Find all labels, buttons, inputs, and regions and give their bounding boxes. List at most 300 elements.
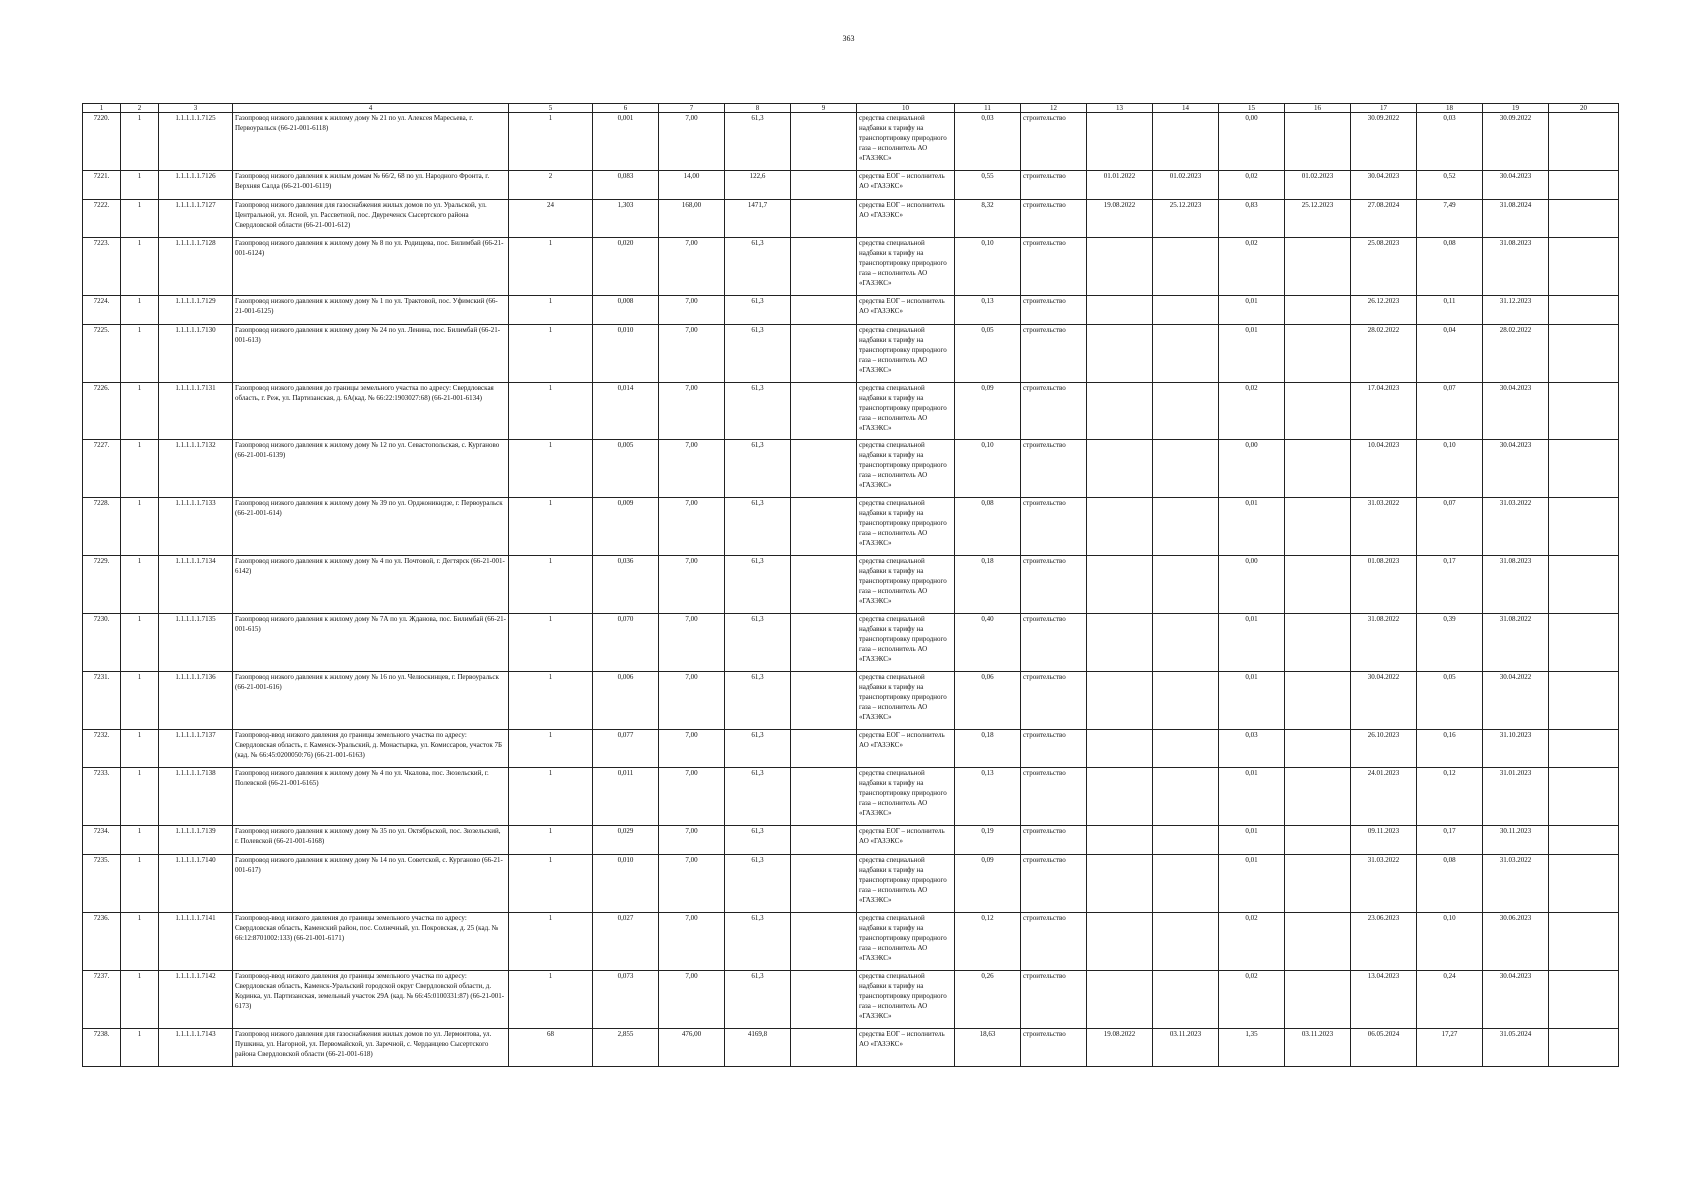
table-row (83, 614, 1619, 672)
cell-n: 7231. (83, 672, 121, 730)
cell-c8: 61,3 (725, 556, 791, 614)
cell-src: средства специальной надбавки к тарифу на транспортировку природного газа – исполнитель АО «ГАЗЭКС» (857, 556, 955, 614)
cell-c17: 24.01.2023 (1351, 768, 1417, 826)
cell-code: 1.1.1.1.1.7129 (159, 296, 233, 325)
cell-c13 (1087, 498, 1153, 556)
cell-src: средства ЕОГ – исполнитель АО «ГАЗЭКС» (857, 1029, 955, 1067)
cell-type: строительство (1021, 855, 1087, 913)
cell-c18: 0,11 (1417, 296, 1483, 325)
cell-c9 (791, 440, 857, 498)
cell-c20 (1549, 672, 1619, 730)
cell-c8: 61,3 (725, 325, 791, 383)
cell-c6: 0,020 (593, 238, 659, 296)
cell-n: 7235. (83, 855, 121, 913)
cell-c13 (1087, 971, 1153, 1029)
cell-n: 7222. (83, 200, 121, 238)
cell-c7: 7,00 (659, 296, 725, 325)
cell-c18: 0,24 (1417, 971, 1483, 1029)
cell-name: Газопровод низкого давления до границы земельного участка по адресу: Свердловская область, г. Реж, ул. Партизанская, д. 6А(кад. № 66:22:1903027:68) (66-21-001-6134) (233, 383, 509, 440)
cell-c16 (1285, 498, 1351, 556)
page-number: 363 (842, 34, 855, 43)
cell-c5: 1 (509, 768, 593, 826)
cell-c11: 0,13 (955, 296, 1021, 325)
cell-c8: 61,3 (725, 768, 791, 826)
cell-type: строительство (1021, 971, 1087, 1029)
cell-c5: 1 (509, 325, 593, 383)
cell-c6: 0,010 (593, 325, 659, 383)
cell-name: Газопровод низкого давления к жилому дому № 24 по ул. Ленина, пос. Билимбай (66-21-001-613) (233, 325, 509, 383)
table-row (83, 913, 1619, 971)
cell-c13: 19.08.2022 (1087, 1029, 1153, 1067)
cell-c2: 1 (121, 238, 159, 296)
cell-name: Газопровод низкого давления к жилому дому № 8 по ул. Родищева, пос. Билимбай (66-21-001-6124) (233, 238, 509, 296)
table-row (83, 171, 1619, 200)
column-header-20: 20 (1549, 104, 1619, 113)
cell-c15: 1,35 (1219, 1029, 1285, 1067)
cell-src: средства специальной надбавки к тарифу на транспортировку природного газа – исполнитель АО «ГАЗЭКС» (857, 672, 955, 730)
cell-code: 1.1.1.1.1.7138 (159, 768, 233, 826)
cell-c2: 1 (121, 440, 159, 498)
cell-c20 (1549, 238, 1619, 296)
cell-code: 1.1.1.1.1.7136 (159, 672, 233, 730)
cell-c14 (1153, 383, 1219, 440)
cell-c7: 7,00 (659, 855, 725, 913)
cell-n: 7237. (83, 971, 121, 1029)
cell-code: 1.1.1.1.1.7143 (159, 1029, 233, 1067)
cell-c7: 7,00 (659, 113, 725, 171)
cell-c8: 61,3 (725, 383, 791, 440)
cell-c9 (791, 556, 857, 614)
cell-c11: 0,18 (955, 730, 1021, 768)
cell-c15: 0,00 (1219, 556, 1285, 614)
cell-code: 1.1.1.1.1.7135 (159, 614, 233, 672)
cell-src: средства специальной надбавки к тарифу на транспортировку природного газа – исполнитель АО «ГАЗЭКС» (857, 855, 955, 913)
cell-c11: 0,08 (955, 498, 1021, 556)
table-row (83, 113, 1619, 171)
cell-src: средства ЕОГ – исполнитель АО «ГАЗЭКС» (857, 296, 955, 325)
cell-c6: 0,083 (593, 171, 659, 200)
cell-src: средства специальной надбавки к тарифу на транспортировку природного газа – исполнитель АО «ГАЗЭКС» (857, 971, 955, 1029)
cell-c20 (1549, 325, 1619, 383)
column-header-17: 17 (1351, 104, 1417, 113)
table-row (83, 971, 1619, 1029)
cell-c11: 0,06 (955, 672, 1021, 730)
table-row (83, 325, 1619, 383)
cell-c2: 1 (121, 1029, 159, 1067)
table-row (83, 768, 1619, 826)
cell-c8: 61,3 (725, 855, 791, 913)
cell-c19: 30.06.2023 (1483, 913, 1549, 971)
table-row (83, 238, 1619, 296)
cell-n: 7230. (83, 614, 121, 672)
cell-c7: 7,00 (659, 498, 725, 556)
cell-c11: 0,55 (955, 171, 1021, 200)
cell-c11: 0,09 (955, 383, 1021, 440)
cell-c2: 1 (121, 855, 159, 913)
cell-c2: 1 (121, 556, 159, 614)
cell-c19: 31.08.2024 (1483, 200, 1549, 238)
cell-c9 (791, 730, 857, 768)
cell-type: строительство (1021, 200, 1087, 238)
cell-code: 1.1.1.1.1.7127 (159, 200, 233, 238)
cell-c14 (1153, 296, 1219, 325)
cell-c13 (1087, 325, 1153, 383)
cell-c15: 0,01 (1219, 768, 1285, 826)
cell-c19: 31.03.2022 (1483, 855, 1549, 913)
cell-c11: 0,40 (955, 614, 1021, 672)
cell-src: средства специальной надбавки к тарифу на транспортировку природного газа – исполнитель АО «ГАЗЭКС» (857, 498, 955, 556)
cell-c5: 1 (509, 113, 593, 171)
cell-c20 (1549, 730, 1619, 768)
cell-c6: 0,011 (593, 768, 659, 826)
cell-src: средства специальной надбавки к тарифу на транспортировку природного газа – исполнитель АО «ГАЗЭКС» (857, 325, 955, 383)
cell-c19: 30.11.2023 (1483, 826, 1549, 855)
cell-c20 (1549, 855, 1619, 913)
cell-c18: 0,03 (1417, 113, 1483, 171)
cell-code: 1.1.1.1.1.7130 (159, 325, 233, 383)
cell-code: 1.1.1.1.1.7140 (159, 855, 233, 913)
column-header-4: 4 (233, 104, 509, 113)
cell-c15: 0,00 (1219, 113, 1285, 171)
cell-c19: 30.09.2022 (1483, 113, 1549, 171)
cell-type: строительство (1021, 238, 1087, 296)
cell-name: Газопровод низкого давления к жилому дому № 12 по ул. Севастопольская, с. Курганово (66-21-001-6139) (233, 440, 509, 498)
cell-src: средства специальной надбавки к тарифу на транспортировку природного газа – исполнитель АО «ГАЗЭКС» (857, 113, 955, 171)
cell-n: 7226. (83, 383, 121, 440)
cell-c5: 1 (509, 614, 593, 672)
cell-c15: 0,01 (1219, 855, 1285, 913)
cell-c19: 30.04.2023 (1483, 971, 1549, 1029)
cell-c8: 61,3 (725, 238, 791, 296)
cell-c14: 25.12.2023 (1153, 200, 1219, 238)
cell-c15: 0,00 (1219, 440, 1285, 498)
cell-c13 (1087, 614, 1153, 672)
cell-c6: 0,073 (593, 971, 659, 1029)
cell-c7: 7,00 (659, 768, 725, 826)
cell-c19: 31.08.2023 (1483, 238, 1549, 296)
cell-n: 7224. (83, 296, 121, 325)
cell-c20 (1549, 913, 1619, 971)
cell-c20 (1549, 556, 1619, 614)
cell-c8: 61,3 (725, 113, 791, 171)
cell-c19: 31.08.2022 (1483, 614, 1549, 672)
cell-c16 (1285, 855, 1351, 913)
cell-type: строительство (1021, 672, 1087, 730)
cell-name: Газопровод-ввод низкого давления до границы земельного участка по адресу: Свердловская область, Каменск-Уральский городской округ Свердловской области, д. Кодинка, ул. Партизанская, земельный участок 29А (кад. № 66:45:0100331:87) (66-21-001-6173) (233, 971, 509, 1029)
cell-c9 (791, 672, 857, 730)
cell-code: 1.1.1.1.1.7126 (159, 171, 233, 200)
cell-c17: 06.05.2024 (1351, 1029, 1417, 1067)
cell-n: 7234. (83, 826, 121, 855)
column-number-header-row (83, 104, 1619, 113)
cell-c9 (791, 296, 857, 325)
cell-c2: 1 (121, 200, 159, 238)
cell-c11: 0,09 (955, 855, 1021, 913)
cell-name: Газопровод низкого давления к жилому дому № 7А по ул. Жданова, пос. Билимбай (66-21-001-615) (233, 614, 509, 672)
cell-n: 7221. (83, 171, 121, 200)
cell-c17: 25.08.2023 (1351, 238, 1417, 296)
cell-c6: 1,303 (593, 200, 659, 238)
cell-c17: 30.09.2022 (1351, 113, 1417, 171)
cell-c15: 0,03 (1219, 730, 1285, 768)
cell-c6: 0,077 (593, 730, 659, 768)
cell-c20 (1549, 296, 1619, 325)
cell-name: Газопровод низкого давления к жилому дому № 39 по ул. Орджоникидзе, г. Первоуральск (66-21-001-614) (233, 498, 509, 556)
cell-c19: 30.04.2023 (1483, 383, 1549, 440)
investment-program-table (82, 103, 1619, 1067)
cell-type: строительство (1021, 498, 1087, 556)
cell-c8: 61,3 (725, 730, 791, 768)
cell-c18: 0,12 (1417, 768, 1483, 826)
cell-n: 7232. (83, 730, 121, 768)
cell-c14 (1153, 238, 1219, 296)
cell-c9 (791, 171, 857, 200)
cell-c2: 1 (121, 672, 159, 730)
column-header-3: 3 (159, 104, 233, 113)
cell-c13 (1087, 913, 1153, 971)
cell-c2: 1 (121, 113, 159, 171)
cell-c14 (1153, 614, 1219, 672)
cell-c16 (1285, 383, 1351, 440)
cell-c15: 0,02 (1219, 238, 1285, 296)
table-row (83, 826, 1619, 855)
cell-c14 (1153, 113, 1219, 171)
column-header-6: 6 (593, 104, 659, 113)
cell-c9 (791, 238, 857, 296)
table-row (83, 383, 1619, 440)
column-header-11: 11 (955, 104, 1021, 113)
cell-c5: 68 (509, 1029, 593, 1067)
cell-c6: 0,027 (593, 913, 659, 971)
cell-c17: 31.08.2022 (1351, 614, 1417, 672)
cell-c11: 0,26 (955, 971, 1021, 1029)
cell-c17: 01.08.2023 (1351, 556, 1417, 614)
cell-c9 (791, 826, 857, 855)
cell-c15: 0,01 (1219, 614, 1285, 672)
cell-n: 7225. (83, 325, 121, 383)
cell-name: Газопровод-ввод низкого давления до границы земельного участка по адресу: Свердловская область, Каменский район, пос. Солнечный, ул. Покровская, д. 25 (кад. № 66:12:8701002:133) (66-21-001-6171) (233, 913, 509, 971)
cell-c15: 0,02 (1219, 971, 1285, 1029)
cell-c18: 0,17 (1417, 556, 1483, 614)
cell-type: строительство (1021, 440, 1087, 498)
cell-type: строительство (1021, 826, 1087, 855)
cell-n: 7228. (83, 498, 121, 556)
column-header-5: 5 (509, 104, 593, 113)
cell-c15: 0,01 (1219, 498, 1285, 556)
cell-c5: 1 (509, 556, 593, 614)
cell-c13 (1087, 238, 1153, 296)
cell-c6: 0,010 (593, 855, 659, 913)
cell-c19: 31.03.2022 (1483, 498, 1549, 556)
cell-c9 (791, 325, 857, 383)
cell-c17: 27.08.2024 (1351, 200, 1417, 238)
cell-c16: 03.11.2023 (1285, 1029, 1351, 1067)
cell-c11: 0,10 (955, 238, 1021, 296)
cell-c18: 17,27 (1417, 1029, 1483, 1067)
cell-c19: 30.04.2023 (1483, 171, 1549, 200)
cell-c19: 30.04.2022 (1483, 672, 1549, 730)
cell-name: Газопровод низкого давления к жилому дому № 35 по ул. Октябрьской, пос. Зюзельский, г. Полевской (66-21-001-6168) (233, 826, 509, 855)
cell-code: 1.1.1.1.1.7141 (159, 913, 233, 971)
cell-c18: 0,08 (1417, 238, 1483, 296)
cell-src: средства ЕОГ – исполнитель АО «ГАЗЭКС» (857, 730, 955, 768)
cell-c14: 01.02.2023 (1153, 171, 1219, 200)
cell-c2: 1 (121, 730, 159, 768)
cell-c8: 61,3 (725, 913, 791, 971)
cell-c2: 1 (121, 325, 159, 383)
cell-c6: 0,008 (593, 296, 659, 325)
cell-c8: 4169,8 (725, 1029, 791, 1067)
cell-c13: 19.08.2022 (1087, 200, 1153, 238)
column-header-15: 15 (1219, 104, 1285, 113)
cell-c17: 28.02.2022 (1351, 325, 1417, 383)
cell-n: 7227. (83, 440, 121, 498)
cell-c9 (791, 614, 857, 672)
cell-c13 (1087, 768, 1153, 826)
cell-c2: 1 (121, 826, 159, 855)
cell-src: средства специальной надбавки к тарифу на транспортировку природного газа – исполнитель АО «ГАЗЭКС» (857, 614, 955, 672)
cell-c6: 0,009 (593, 498, 659, 556)
cell-c20 (1549, 113, 1619, 171)
cell-c17: 31.03.2022 (1351, 498, 1417, 556)
cell-c17: 26.12.2023 (1351, 296, 1417, 325)
cell-c9 (791, 383, 857, 440)
cell-code: 1.1.1.1.1.7133 (159, 498, 233, 556)
cell-c18: 0,07 (1417, 383, 1483, 440)
column-header-14: 14 (1153, 104, 1219, 113)
cell-type: строительство (1021, 556, 1087, 614)
table-row (83, 296, 1619, 325)
cell-c18: 0,16 (1417, 730, 1483, 768)
cell-name: Газопровод низкого давления к жилым домам № 66/2, 68 по ул. Народного Фронта, г. Верхняя Салда (66-21-001-6119) (233, 171, 509, 200)
cell-c15: 0,02 (1219, 913, 1285, 971)
cell-c7: 7,00 (659, 971, 725, 1029)
cell-type: строительство (1021, 296, 1087, 325)
cell-c15: 0,02 (1219, 383, 1285, 440)
table-row (83, 556, 1619, 614)
cell-type: строительство (1021, 383, 1087, 440)
cell-c6: 0,070 (593, 614, 659, 672)
cell-c9 (791, 1029, 857, 1067)
cell-name: Газопровод низкого давления для газоснабжения жилых домов по ул. Лермонтова, ул. Пушкина, ул. Нагорной, ул. Первомайской, ул. Заречной, с. Черданцево Сысертского района Свердловской области (66-21-001-618) (233, 1029, 509, 1067)
cell-c16 (1285, 672, 1351, 730)
cell-c8: 61,3 (725, 440, 791, 498)
cell-c13 (1087, 296, 1153, 325)
cell-src: средства специальной надбавки к тарифу на транспортировку природного газа – исполнитель АО «ГАЗЭКС» (857, 913, 955, 971)
column-header-12: 12 (1021, 104, 1087, 113)
cell-code: 1.1.1.1.1.7125 (159, 113, 233, 171)
cell-c13 (1087, 383, 1153, 440)
table-row (83, 672, 1619, 730)
cell-code: 1.1.1.1.1.7131 (159, 383, 233, 440)
column-header-10: 10 (857, 104, 955, 113)
cell-c14: 03.11.2023 (1153, 1029, 1219, 1067)
cell-c16 (1285, 971, 1351, 1029)
cell-c18: 0,17 (1417, 826, 1483, 855)
cell-c16 (1285, 325, 1351, 383)
cell-c7: 476,00 (659, 1029, 725, 1067)
cell-code: 1.1.1.1.1.7142 (159, 971, 233, 1029)
cell-c14 (1153, 855, 1219, 913)
cell-c5: 1 (509, 855, 593, 913)
cell-type: строительство (1021, 1029, 1087, 1067)
cell-c8: 1471,7 (725, 200, 791, 238)
cell-c8: 61,3 (725, 971, 791, 1029)
cell-c14 (1153, 730, 1219, 768)
cell-c14 (1153, 556, 1219, 614)
cell-c17: 31.03.2022 (1351, 855, 1417, 913)
cell-c7: 7,00 (659, 440, 725, 498)
cell-type: строительство (1021, 171, 1087, 200)
cell-c13 (1087, 113, 1153, 171)
cell-c2: 1 (121, 171, 159, 200)
cell-c7: 7,00 (659, 238, 725, 296)
cell-c2: 1 (121, 296, 159, 325)
cell-c6: 0,014 (593, 383, 659, 440)
cell-c7: 7,00 (659, 556, 725, 614)
cell-c13 (1087, 672, 1153, 730)
cell-c9 (791, 768, 857, 826)
table-row (83, 855, 1619, 913)
cell-code: 1.1.1.1.1.7132 (159, 440, 233, 498)
cell-c9 (791, 200, 857, 238)
cell-c7: 7,00 (659, 383, 725, 440)
cell-name: Газопровод-ввод низкого давления до границы земельного участка по адресу: Свердловская область, г. Каменск-Уральский, д. Монастырка, ул. Комиссаров, участок 7Б (кад. № 66:45:0200050:76) (66-21-001-6163) (233, 730, 509, 768)
cell-n: 7220. (83, 113, 121, 171)
cell-c20 (1549, 171, 1619, 200)
cell-n: 7233. (83, 768, 121, 826)
cell-c6: 0,001 (593, 113, 659, 171)
cell-c16 (1285, 614, 1351, 672)
cell-c5: 1 (509, 238, 593, 296)
cell-c19: 31.12.2023 (1483, 296, 1549, 325)
column-header-8: 8 (725, 104, 791, 113)
cell-c15: 0,01 (1219, 325, 1285, 383)
cell-c8: 61,3 (725, 826, 791, 855)
cell-c14 (1153, 971, 1219, 1029)
cell-c2: 1 (121, 971, 159, 1029)
cell-c18: 0,08 (1417, 855, 1483, 913)
cell-c20 (1549, 826, 1619, 855)
column-header-16: 16 (1285, 104, 1351, 113)
cell-c18: 0,10 (1417, 440, 1483, 498)
cell-c16 (1285, 913, 1351, 971)
cell-c9 (791, 113, 857, 171)
cell-type: строительство (1021, 768, 1087, 826)
cell-c7: 7,00 (659, 730, 725, 768)
cell-c5: 2 (509, 171, 593, 200)
cell-c20 (1549, 200, 1619, 238)
cell-src: средства специальной надбавки к тарифу на транспортировку природного газа – исполнитель АО «ГАЗЭКС» (857, 383, 955, 440)
cell-c18: 0,05 (1417, 672, 1483, 730)
cell-c18: 7,49 (1417, 200, 1483, 238)
cell-name: Газопровод низкого давления к жилому дому № 4 по ул. Почтовой, г. Дегтярск (66-21-001-6142) (233, 556, 509, 614)
cell-c15: 0,01 (1219, 672, 1285, 730)
cell-c5: 1 (509, 672, 593, 730)
cell-name: Газопровод низкого давления к жилому дому № 4 по ул. Чкалова, пос. Зюзельский, г. Полевской (66-21-001-6165) (233, 768, 509, 826)
cell-c13 (1087, 556, 1153, 614)
cell-c19: 28.02.2022 (1483, 325, 1549, 383)
cell-c18: 0,39 (1417, 614, 1483, 672)
cell-c9 (791, 971, 857, 1029)
cell-c16 (1285, 238, 1351, 296)
cell-c20 (1549, 440, 1619, 498)
cell-c16 (1285, 826, 1351, 855)
cell-c17: 23.06.2023 (1351, 913, 1417, 971)
cell-c19: 31.01.2023 (1483, 768, 1549, 826)
cell-c7: 7,00 (659, 913, 725, 971)
table-row (83, 498, 1619, 556)
